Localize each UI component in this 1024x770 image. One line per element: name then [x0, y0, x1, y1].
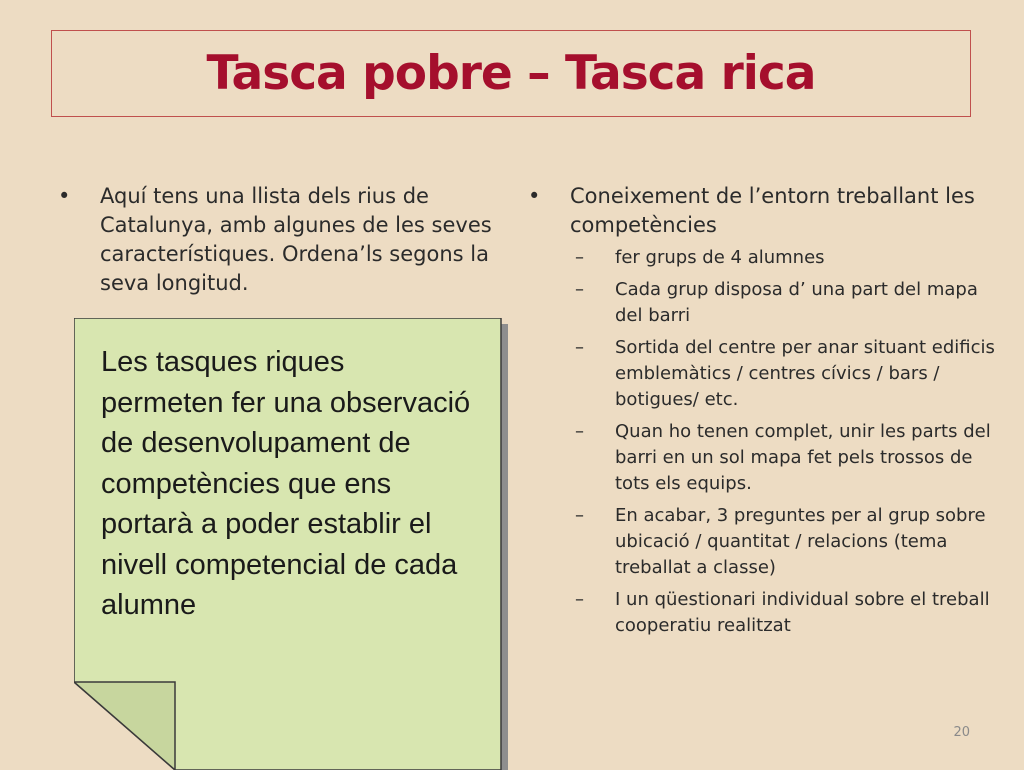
- sub-item: [575, 335, 998, 413]
- dash-icon: –: [575, 421, 584, 442]
- sub-item-text: fer grups de 4 alumnes: [615, 247, 825, 268]
- bullet-icon: •: [528, 184, 541, 208]
- left-column: [58, 182, 498, 298]
- sub-item-text: Quan ho tenen complet, unir les parts del barri en un sol mapa fet pels trossos de tots els equips.: [615, 421, 991, 494]
- sub-item-list: [528, 245, 998, 639]
- sub-item: [575, 277, 998, 329]
- sub-item-text: Cada grup disposa d’ una part del mapa del barri: [615, 279, 978, 326]
- bullet-icon: •: [58, 184, 71, 208]
- dash-icon: –: [575, 589, 584, 610]
- right-bullet: [528, 182, 998, 240]
- sub-item-text: En acabar, 3 preguntes per al grup sobre ubicació / quantitat / relacions (tema treballat a classe): [615, 505, 986, 578]
- sub-item: [575, 587, 998, 639]
- dash-icon: –: [575, 337, 584, 358]
- sub-item-text: Sortida del centre per anar situant edificis emblemàtics / centres cívics / bars / botigues/ etc.: [615, 337, 995, 410]
- right-column: [528, 182, 998, 645]
- right-bullet-text: Coneixement de l’entorn treballant les competències: [570, 184, 975, 237]
- sticky-note: [74, 318, 508, 770]
- page-number: 20: [953, 725, 970, 740]
- dash-icon: –: [575, 505, 584, 526]
- dash-icon: –: [575, 279, 584, 300]
- sub-item: [575, 419, 998, 497]
- sub-item: [575, 503, 998, 581]
- slide-title: Tasca pobre – Tasca rica: [206, 46, 816, 101]
- sub-item: [575, 245, 998, 271]
- left-bullet-text: Aquí tens una llista dels rius de Catalunya, amb algunes de les seves característiques. Ordena’ls segons la seva longitud.: [100, 184, 492, 295]
- left-bullet: [58, 182, 498, 298]
- title-box: [51, 30, 971, 117]
- note-text: Les tasques riques permeten fer una observació de desenvolupament de competències que ens portarà a poder establir el nivell competencial de cada alumne: [101, 346, 471, 621]
- dash-icon: –: [575, 247, 584, 268]
- sub-item-text: I un qüestionari individual sobre el treball cooperatiu realitzat: [615, 589, 990, 636]
